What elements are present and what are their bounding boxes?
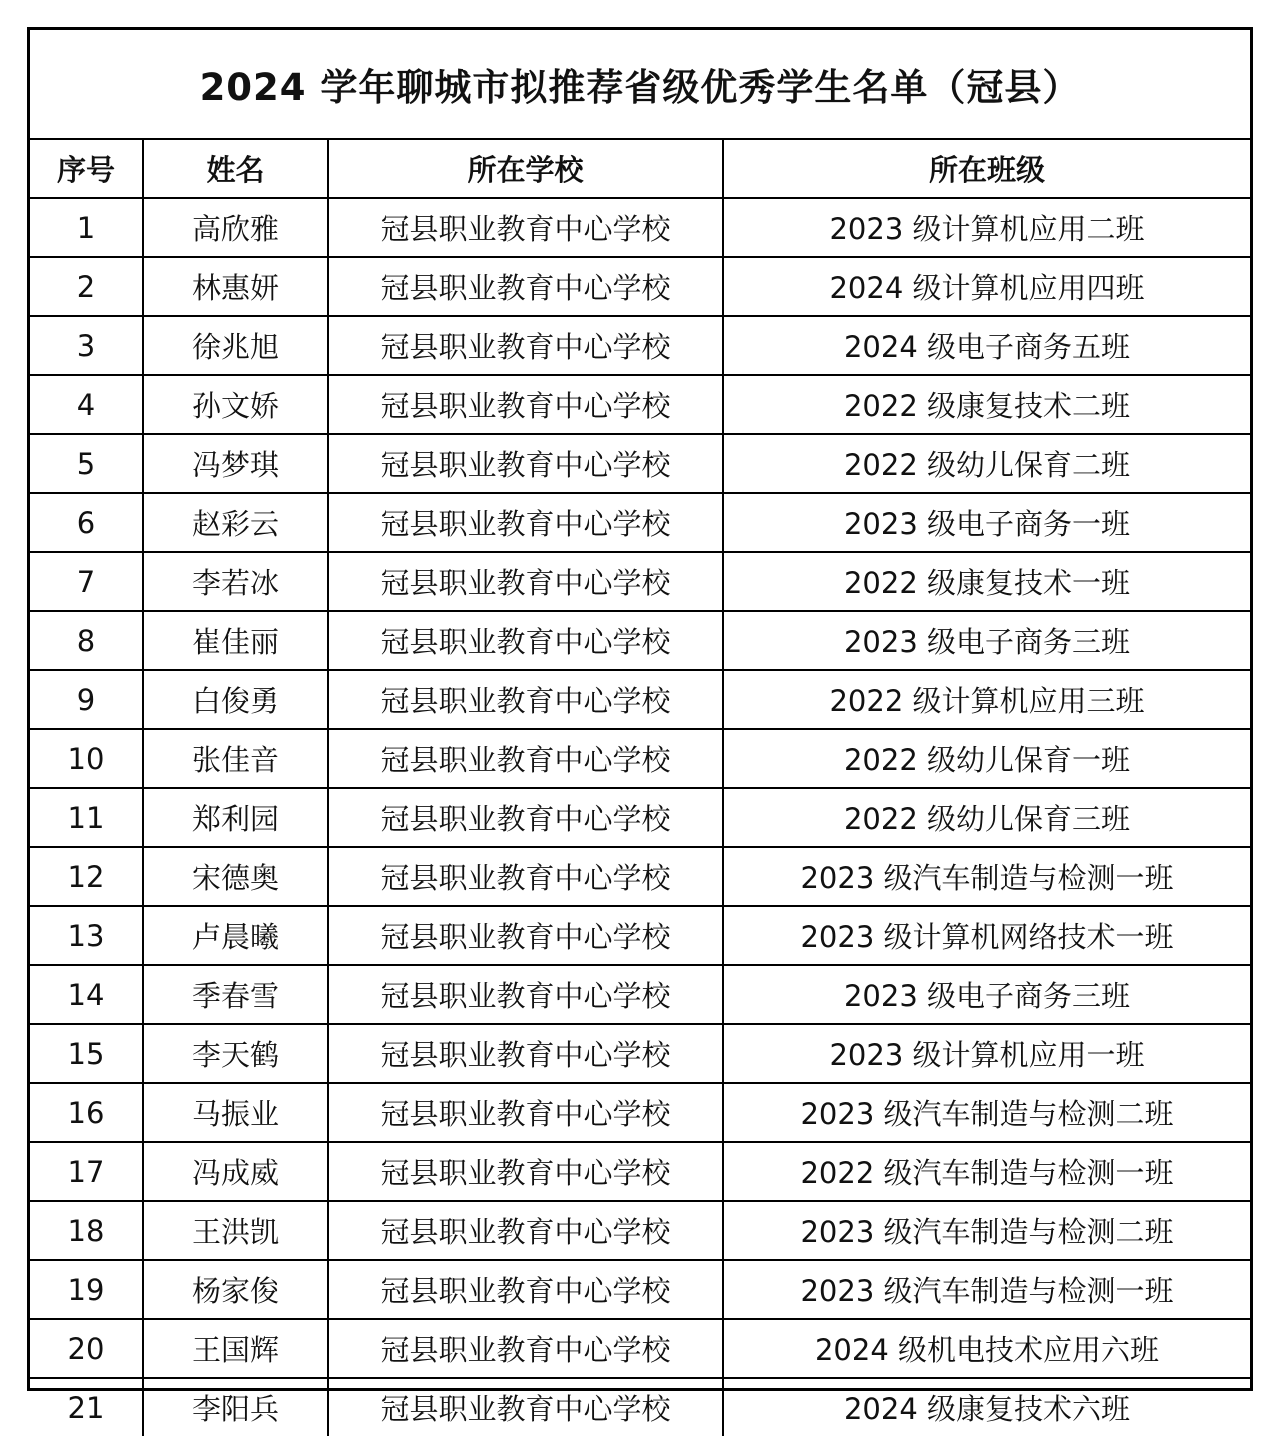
cell-class: 2023 级计算机应用二班 <box>723 198 1250 257</box>
table-row <box>30 1260 1250 1319</box>
table-row <box>30 1378 1250 1436</box>
cell-class: 2024 级计算机应用四班 <box>723 257 1250 316</box>
cell-school: 冠县职业教育中心学校 <box>328 788 723 847</box>
cell-school: 冠县职业教育中心学校 <box>328 434 723 493</box>
cell-name: 李阳兵 <box>143 1378 328 1436</box>
cell-no: 15 <box>30 1024 143 1083</box>
cell-name: 马振业 <box>143 1083 328 1142</box>
header-school: 所在学校 <box>328 139 723 198</box>
title-row <box>30 30 1250 139</box>
cell-school: 冠县职业教育中心学校 <box>328 552 723 611</box>
cell-name: 李天鹤 <box>143 1024 328 1083</box>
cell-school: 冠县职业教育中心学校 <box>328 1083 723 1142</box>
cell-school: 冠县职业教育中心学校 <box>328 316 723 375</box>
cell-no: 5 <box>30 434 143 493</box>
cell-no: 11 <box>30 788 143 847</box>
cell-school: 冠县职业教育中心学校 <box>328 670 723 729</box>
table-row <box>30 552 1250 611</box>
cell-name: 杨家俊 <box>143 1260 328 1319</box>
table-row <box>30 493 1250 552</box>
cell-name: 赵彩云 <box>143 493 328 552</box>
table-row <box>30 257 1250 316</box>
cell-class: 2023 级计算机应用一班 <box>723 1024 1250 1083</box>
cell-class: 2022 级康复技术一班 <box>723 552 1250 611</box>
cell-school: 冠县职业教育中心学校 <box>328 729 723 788</box>
cell-no: 9 <box>30 670 143 729</box>
cell-class: 2023 级汽车制造与检测一班 <box>723 847 1250 906</box>
cell-school: 冠县职业教育中心学校 <box>328 965 723 1024</box>
cell-name: 冯成威 <box>143 1142 328 1201</box>
table-row <box>30 1319 1250 1378</box>
cell-no: 14 <box>30 965 143 1024</box>
cell-school: 冠县职业教育中心学校 <box>328 493 723 552</box>
cell-no: 12 <box>30 847 143 906</box>
cell-class: 2023 级计算机网络技术一班 <box>723 906 1250 965</box>
student-table <box>30 30 1250 1436</box>
cell-no: 17 <box>30 1142 143 1201</box>
table-row <box>30 1024 1250 1083</box>
cell-no: 8 <box>30 611 143 670</box>
cell-no: 4 <box>30 375 143 434</box>
table-row <box>30 847 1250 906</box>
cell-class: 2022 级汽车制造与检测一班 <box>723 1142 1250 1201</box>
cell-no: 6 <box>30 493 143 552</box>
header-no: 序号 <box>30 139 143 198</box>
cell-name: 冯梦琪 <box>143 434 328 493</box>
cell-class: 2022 级幼儿保育三班 <box>723 788 1250 847</box>
cell-class: 2023 级电子商务三班 <box>723 611 1250 670</box>
cell-school: 冠县职业教育中心学校 <box>328 1319 723 1378</box>
cell-class: 2022 级康复技术二班 <box>723 375 1250 434</box>
cell-class: 2024 级康复技术六班 <box>723 1378 1250 1436</box>
header-class: 所在班级 <box>723 139 1250 198</box>
page-title: 2024 学年聊城市拟推荐省级优秀学生名单（冠县） <box>30 30 1250 139</box>
cell-no: 10 <box>30 729 143 788</box>
table-row <box>30 906 1250 965</box>
cell-name: 崔佳丽 <box>143 611 328 670</box>
cell-school: 冠县职业教育中心学校 <box>328 1201 723 1260</box>
header-name: 姓名 <box>143 139 328 198</box>
cell-no: 3 <box>30 316 143 375</box>
cell-school: 冠县职业教育中心学校 <box>328 611 723 670</box>
cell-name: 孙文娇 <box>143 375 328 434</box>
table-row <box>30 1201 1250 1260</box>
cell-school: 冠县职业教育中心学校 <box>328 257 723 316</box>
cell-school: 冠县职业教育中心学校 <box>328 1142 723 1201</box>
cell-class: 2022 级计算机应用三班 <box>723 670 1250 729</box>
table-row <box>30 375 1250 434</box>
cell-school: 冠县职业教育中心学校 <box>328 1024 723 1083</box>
student-list-sheet <box>27 27 1253 1426</box>
cell-name: 卢晨曦 <box>143 906 328 965</box>
cell-class: 2022 级幼儿保育二班 <box>723 434 1250 493</box>
cell-name: 徐兆旭 <box>143 316 328 375</box>
cell-no: 1 <box>30 198 143 257</box>
cell-class: 2022 级幼儿保育一班 <box>723 729 1250 788</box>
table-row <box>30 729 1250 788</box>
table-row <box>30 611 1250 670</box>
cell-class: 2024 级机电技术应用六班 <box>723 1319 1250 1378</box>
cell-school: 冠县职业教育中心学校 <box>328 375 723 434</box>
student-table-body <box>30 30 1250 1436</box>
cell-name: 宋德奥 <box>143 847 328 906</box>
table-row <box>30 1083 1250 1142</box>
cell-school: 冠县职业教育中心学校 <box>328 1378 723 1436</box>
cell-no: 21 <box>30 1378 143 1436</box>
cell-name: 季春雪 <box>143 965 328 1024</box>
cell-no: 13 <box>30 906 143 965</box>
cell-no: 18 <box>30 1201 143 1260</box>
cell-name: 白俊勇 <box>143 670 328 729</box>
cell-class: 2023 级汽车制造与检测一班 <box>723 1260 1250 1319</box>
cell-school: 冠县职业教育中心学校 <box>328 906 723 965</box>
cell-school: 冠县职业教育中心学校 <box>328 847 723 906</box>
cell-class: 2023 级汽车制造与检测二班 <box>723 1201 1250 1260</box>
cell-no: 2 <box>30 257 143 316</box>
table-row <box>30 965 1250 1024</box>
cell-no: 16 <box>30 1083 143 1142</box>
table-row <box>30 198 1250 257</box>
cell-class: 2024 级电子商务五班 <box>723 316 1250 375</box>
cell-name: 高欣雅 <box>143 198 328 257</box>
table-row <box>30 670 1250 729</box>
cell-class: 2023 级电子商务一班 <box>723 493 1250 552</box>
cell-name: 林惠妍 <box>143 257 328 316</box>
cell-class: 2023 级汽车制造与检测二班 <box>723 1083 1250 1142</box>
cell-name: 郑利园 <box>143 788 328 847</box>
cell-no: 7 <box>30 552 143 611</box>
cell-no: 19 <box>30 1260 143 1319</box>
table-row <box>30 788 1250 847</box>
table-row <box>30 1142 1250 1201</box>
cell-school: 冠县职业教育中心学校 <box>328 1260 723 1319</box>
cell-no: 20 <box>30 1319 143 1378</box>
cell-name: 张佳音 <box>143 729 328 788</box>
cell-name: 王国辉 <box>143 1319 328 1378</box>
cell-school: 冠县职业教育中心学校 <box>328 198 723 257</box>
table-row <box>30 434 1250 493</box>
cell-name: 王洪凯 <box>143 1201 328 1260</box>
header-row <box>30 139 1250 198</box>
cell-class: 2023 级电子商务三班 <box>723 965 1250 1024</box>
cell-name: 李若冰 <box>143 552 328 611</box>
table-row <box>30 316 1250 375</box>
